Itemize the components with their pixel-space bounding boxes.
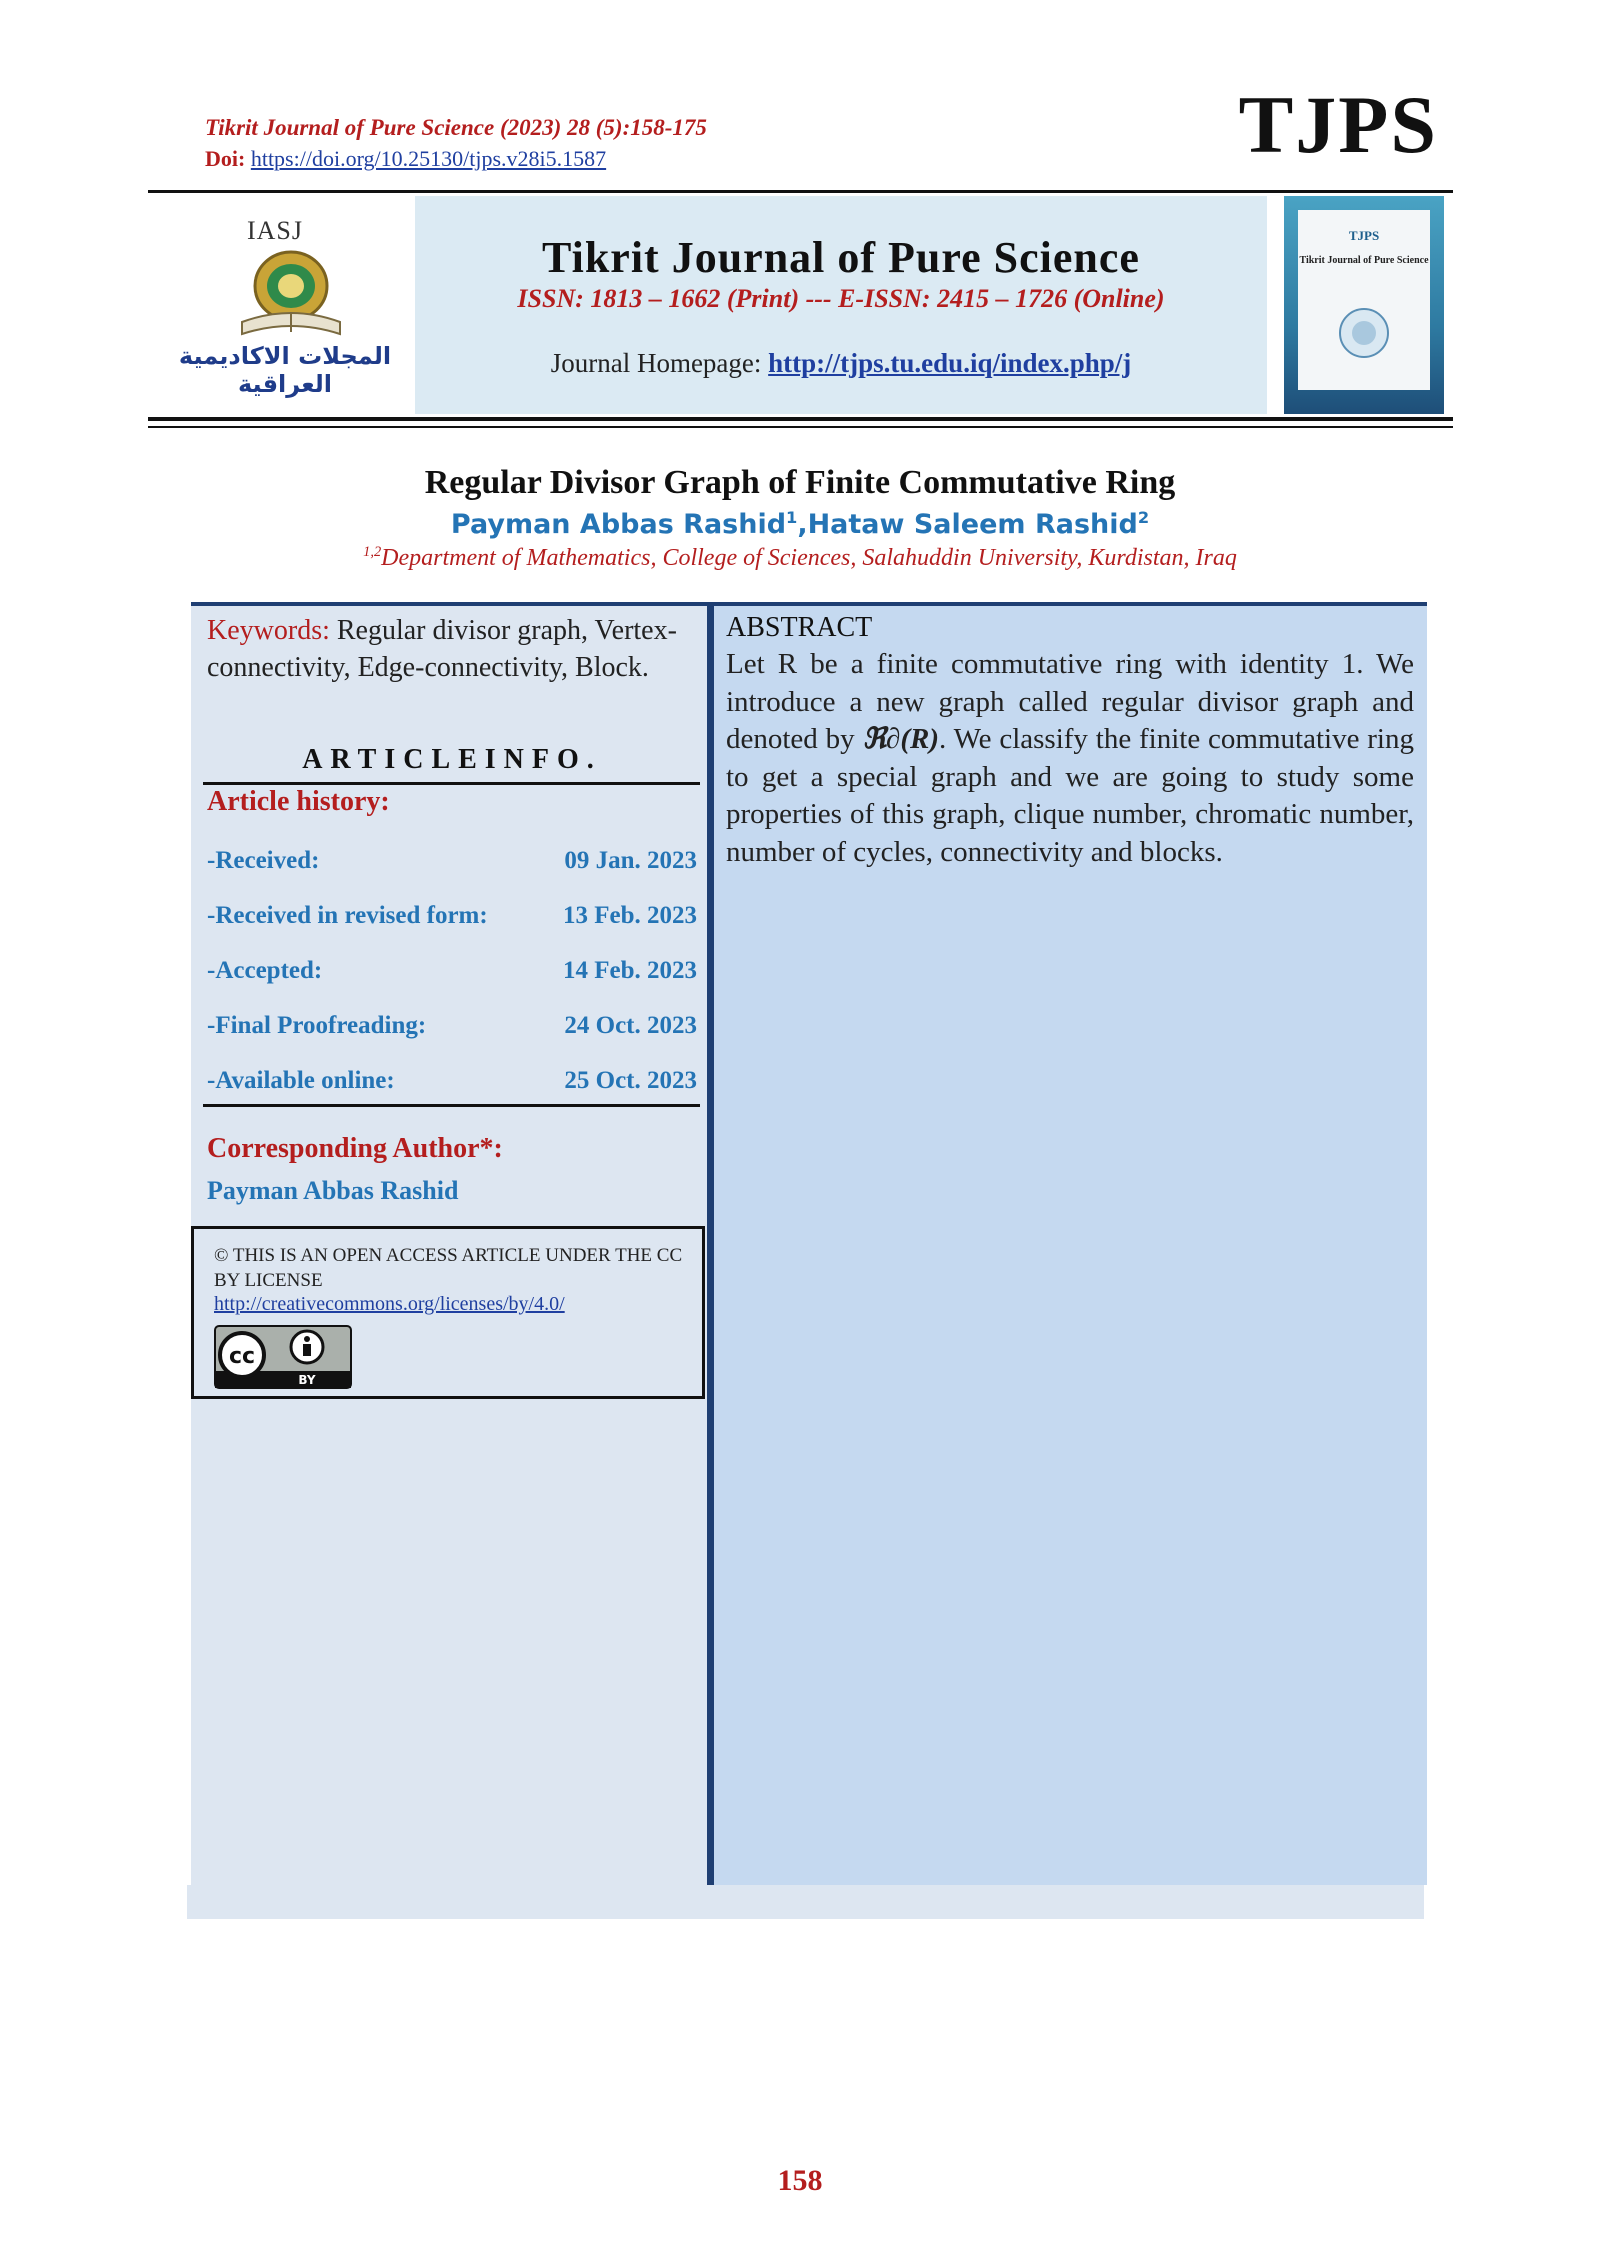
corresponding-author-name: Payman Abbas Rashid (207, 1176, 459, 1205)
history-date: 09 Jan. 2023 (564, 847, 697, 874)
journal-cover-image (1284, 196, 1444, 414)
paper-title: Regular Divisor Graph of Finite Commutative Ring (424, 464, 1176, 501)
banner-rule-thick (148, 417, 1453, 421)
doi-label: Doi: (205, 146, 246, 171)
article-info-heading: ARTICLEINFO. (302, 744, 602, 775)
article-info-rule (203, 782, 700, 785)
keywords-label: Keywords: (207, 615, 330, 646)
journal-citation: Tikrit Journal of Pure Science (2023) 28 (5):158-175 (205, 115, 707, 140)
abstract-heading: ABSTRACT (726, 612, 873, 643)
banner-rule-thin (148, 426, 1453, 428)
author-1-affiliation: 1 (786, 508, 798, 527)
cover-logo-icon (1334, 306, 1394, 360)
doi-link[interactable]: https://doi.org/10.25130/tjps.v28i5.1587 (250, 146, 607, 171)
cc-badge-text: BY (298, 1373, 316, 1387)
license-box (191, 1226, 705, 1399)
keywords-text: Regular divisor graph, Vertex-connectivity, Edge-connectivity, Block. (207, 615, 677, 683)
abstract-text-start: Let R be a finite commutative ring with identity 1. We introduce a new graph called regular divisor graph and denoted by (726, 648, 1414, 755)
doi-line (205, 146, 606, 172)
history-date: 25 Oct. 2023 (564, 1067, 697, 1094)
history-date: 14 Feb. 2023 (562, 957, 697, 984)
info-top-bar (191, 602, 1427, 606)
author-2[interactable]: Hataw Saleem Rashid (807, 509, 1138, 540)
issn-line: ISSN: 1813 – 1662 (Print) --- E-ISSN: 2415 – 1726 (Online) (517, 284, 1165, 313)
author-2-affiliation: 2 (1137, 508, 1150, 527)
history-date: 13 Feb. 2023 (562, 902, 697, 929)
homepage-label: Journal Homepage: (550, 348, 762, 378)
info-bottom-strip (187, 1885, 1424, 1919)
cover-tjps: TJPS (1348, 228, 1380, 243)
history-rule (203, 1104, 700, 1107)
history-label: -Received: (207, 847, 320, 874)
header-rule (148, 190, 1453, 193)
history-label: -Final Proofreading: (207, 1012, 427, 1039)
license-text: © THIS IS AN OPEN ACCESS ARTICLE UNDER THE CC BY LICENSE (214, 1245, 683, 1291)
cover-title: Tikrit Journal of Pure Science (1299, 255, 1429, 266)
column-divider (707, 602, 714, 1885)
iasj-label: IASJ (247, 216, 304, 245)
graph-symbol: ℜ∂(R) (862, 723, 940, 755)
homepage-link[interactable]: http://tjps.tu.edu.iq/index.php/j (768, 348, 1132, 378)
affiliation (0, 544, 1600, 572)
author-list: Payman Abbas Rashid$^1$,Hataw Saleem Rashid$^2$ (450, 508, 1150, 540)
page-number: 158 (777, 2164, 823, 2197)
history-date: 24 Oct. 2023 (564, 1012, 697, 1039)
iasj-arabic-name: المجلات الاكاديمية العراقية (178, 342, 392, 398)
license-link[interactable]: http://creativecommons.org/licenses/by/4.0/ (214, 1293, 565, 1315)
history-label: -Accepted: (207, 957, 323, 984)
affiliation-marker: 1,2 (363, 544, 382, 560)
cc-by-badge-icon[interactable] (214, 1325, 352, 1389)
journal-homepage (415, 348, 1267, 379)
affiliation-text: Department of Mathematics, College of Sciences, Salahuddin University, Kurdistan, Iraq (381, 545, 1237, 571)
iasj-emblem-icon (232, 244, 350, 344)
tjps-brand: TJPS (1238, 79, 1438, 170)
journal-title: Tikrit Journal of Pure Science (542, 233, 1140, 282)
abstract-text-end: . We classify the finite commutative ring to get a special graph and we are going to study some properties of this graph, clique number, chromatic number, number of cycles, connectivity and blocks. (726, 723, 1414, 868)
corresponding-author-label: Corresponding Author*: (207, 1133, 503, 1164)
keywords (207, 612, 697, 686)
svg-text:cc: cc (228, 1344, 256, 1369)
history-label: -Available online: (207, 1067, 395, 1094)
abstract-text (726, 646, 1414, 871)
cover-page (1298, 210, 1430, 390)
author-1[interactable]: Payman Abbas Rashid (450, 509, 787, 540)
history-label: -Received in revised form: (207, 902, 488, 929)
article-history-label: Article history: (207, 786, 390, 817)
